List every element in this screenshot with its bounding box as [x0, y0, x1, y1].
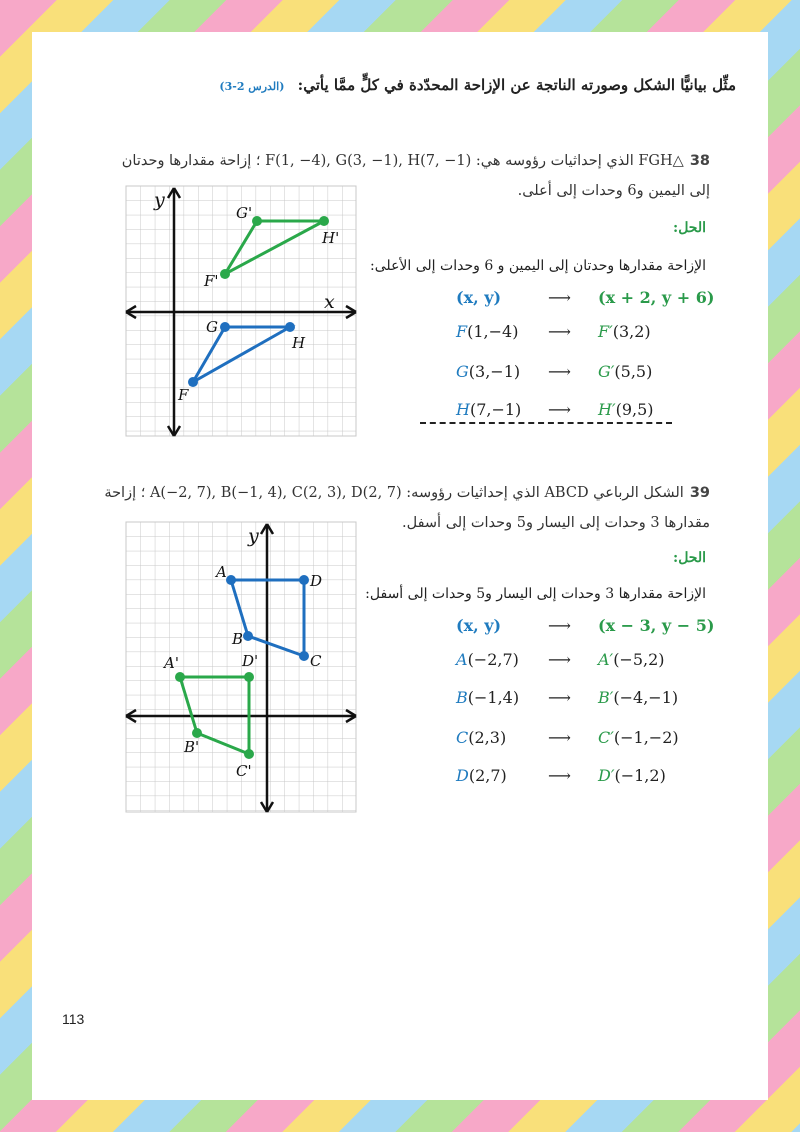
rule-to: (x + 2, y + 6) — [598, 288, 715, 307]
vertex-label: F — [178, 386, 189, 404]
arrow-icon: ⟶ — [548, 688, 571, 707]
vertex-label: C' — [236, 762, 252, 780]
vertex-name: C — [456, 728, 469, 747]
vertex-point — [226, 575, 236, 585]
vertex-name: F — [456, 322, 468, 341]
statement-line-2: مقدارها 3 وحدات إلى اليسار و5 وحدات إلى أسفل. — [401, 515, 710, 531]
image-vertex-coords: (−1,−2) — [613, 728, 679, 747]
arrow-icon: ⟶ — [548, 362, 571, 381]
vertex-label: D' — [242, 652, 259, 670]
arrow-icon: ⟶ — [548, 322, 571, 341]
vertex-coords: (−1,4) — [467, 688, 520, 707]
image-vertex-coords: (5,5) — [614, 362, 653, 381]
vertex-label: G' — [236, 204, 253, 222]
arrow-icon: ⟶ — [548, 616, 571, 635]
vertex-point — [220, 322, 230, 332]
vertex-coords: (2,3) — [468, 728, 507, 747]
vertex-coords: (2,7) — [468, 766, 507, 785]
vertex-label: B' — [184, 738, 200, 756]
vertex-label: H' — [322, 229, 340, 247]
vertex-label: D — [310, 572, 323, 590]
vertex-point — [220, 269, 230, 279]
rule-from: (x, y) — [456, 616, 502, 635]
vertex-label: A' — [164, 654, 179, 672]
exercise-heading — [219, 76, 736, 94]
solution-label: الحل: — [673, 220, 706, 236]
vertex-coords: (−2,7) — [467, 650, 519, 669]
vertex-name: A — [456, 650, 468, 669]
image-vertex-name: B′ — [598, 688, 614, 707]
image-vertex-name: C′ — [598, 728, 614, 747]
image-vertex-name: A′ — [598, 650, 614, 669]
problem-number: 38 — [689, 153, 710, 169]
statement-line-2: إلى اليمين و6 وحدات إلى أعلى. — [517, 183, 710, 199]
translation-description: الإزاحة مقدارها 3 وحدات إلى اليسار و5 وحدات إلى أسفل: — [365, 586, 706, 602]
solution-label: الحل: — [673, 550, 706, 566]
statement-line-1: الشكل الرباعي ABCD الذي إحداثيات رؤوسه: A(−2, 7), B(−1, 4), C(2, 3), D(2, 7) ؛ إزاحة — [104, 485, 684, 501]
mapping-table-38 — [456, 288, 716, 428]
image-vertex-name: H′ — [598, 400, 616, 419]
vertex-point — [188, 377, 198, 387]
rule-from: (x, y) — [456, 288, 502, 307]
vertex-point — [244, 672, 254, 682]
graph-38 — [124, 184, 360, 440]
image-vertex-coords: (9,5) — [615, 400, 654, 419]
vertex-label: H — [292, 334, 306, 352]
y-axis-label: y — [248, 525, 259, 547]
vertex-name: H — [456, 400, 470, 419]
mapping-table-39 — [456, 616, 716, 796]
vertex-coords: (3,−1) — [468, 362, 521, 381]
arrow-icon: ⟶ — [548, 288, 571, 307]
vertex-label: F' — [204, 272, 219, 290]
arrow-icon: ⟶ — [548, 728, 571, 747]
vertex-coords: (7,−1) — [469, 400, 522, 419]
y-axis-label: y — [154, 189, 165, 211]
statement-line-1: △FGH الذي إحداثيات رؤوسه هي: F(1, −4), G(3, −1), H(7, −1) ؛ إزاحة مقدارها وحدتان — [121, 153, 684, 169]
vertex-coords: (1,−4) — [467, 322, 519, 341]
vertex-point — [243, 631, 253, 641]
image-vertex-name: G′ — [598, 362, 615, 381]
vertex-point — [244, 749, 254, 759]
image-vertex-coords: (−4,−1) — [613, 688, 679, 707]
graph-39 — [124, 520, 360, 816]
vertex-point — [299, 651, 309, 661]
vertex-name: G — [456, 362, 469, 381]
image-vertex-coords: (−5,2) — [613, 650, 665, 669]
vertex-label: A — [216, 563, 227, 581]
translation-description: الإزاحة مقدارها وحدتان إلى اليمين و 6 وحدات إلى الأعلى: — [370, 258, 706, 274]
image-vertex-coords: (−1,2) — [614, 766, 666, 785]
image-vertex-coords: (3,2) — [612, 322, 651, 341]
arrow-icon: ⟶ — [548, 400, 571, 419]
arrow-icon: ⟶ — [548, 766, 571, 785]
image-vertex-name: D′ — [598, 766, 615, 785]
vertex-name: D — [456, 766, 469, 785]
vertex-label: G — [206, 318, 218, 336]
vertex-label: B — [232, 630, 244, 648]
problem-number: 39 — [689, 485, 710, 501]
x-axis-label: x — [324, 291, 335, 313]
vertex-point — [285, 322, 295, 332]
vertex-label: C — [310, 652, 322, 670]
vertex-point — [175, 672, 185, 682]
lesson-reference: (الدرس 2-3) — [219, 80, 285, 93]
vertex-point — [252, 216, 262, 226]
page-number: 113 — [62, 1011, 85, 1027]
heading-text: مثِّل بيانيًّا الشكل وصورته الناتجة عن الإزاحة المحدّدة في كلٍّ ممَّا يأتي: — [297, 76, 736, 94]
image-vertex-name: F′ — [598, 322, 613, 341]
section-divider — [420, 422, 672, 424]
rule-to: (x − 3, y − 5) — [598, 616, 715, 635]
vertex-name: B — [456, 688, 468, 707]
vertex-point — [299, 575, 309, 585]
vertex-point — [319, 216, 329, 226]
arrow-icon: ⟶ — [548, 650, 571, 669]
vertex-point — [192, 728, 202, 738]
